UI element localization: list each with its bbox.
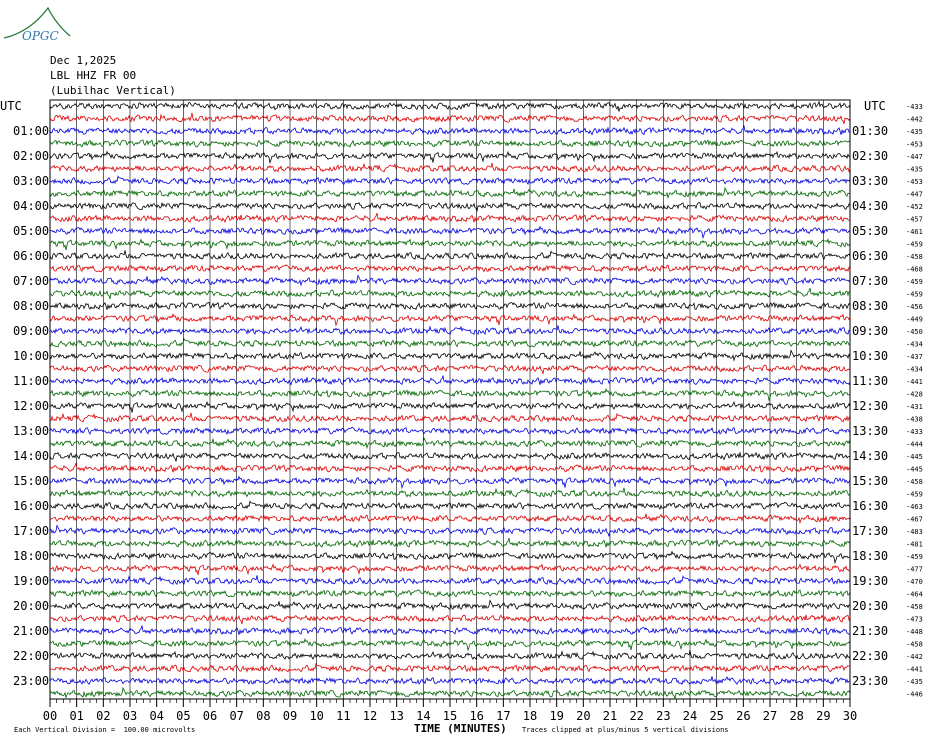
trace-offset-label: -470 [906,578,923,586]
trace-offset-label: -468 [906,265,923,274]
right-hour-label: 07:30 [852,274,889,288]
right-hour-label: 21:30 [852,624,889,638]
x-tick-label: 29 [816,709,831,723]
trace-offset-label: -458 [906,603,923,611]
left-utc-label: UTC [0,99,22,113]
left-hour-label: 10:00 [13,349,50,363]
trace-offset-label: -461 [906,228,923,236]
trace-offset-label: -444 [906,440,923,449]
x-tick-label: 01 [69,709,84,723]
trace-offset-label: -477 [906,565,923,574]
left-hour-label: 03:00 [13,174,50,188]
left-hour-label: 14:00 [13,449,50,463]
right-hour-label: 09:30 [852,324,889,338]
x-tick-label: 09 [282,709,298,723]
right-hour-label: 18:30 [852,549,889,563]
trace-offset-label: -459 [906,490,923,499]
left-hour-label: 17:00 [13,524,50,538]
right-hour-label: 19:30 [852,574,889,588]
left-hour-label: 07:00 [13,274,50,288]
x-tick-label: 26 [736,709,751,723]
x-tick-label: 21 [602,709,618,723]
x-tick-label: 24 [682,709,698,723]
x-tick-label: 00 [42,709,58,723]
left-hour-label: 04:00 [13,199,50,213]
trace-offset-label: -458 [906,478,923,486]
left-hour-label: 15:00 [13,474,50,488]
trace-offset-label: -453 [906,140,923,149]
trace-offset-label: -459 [906,240,923,249]
trace-offset-label: -463 [906,503,923,511]
right-hour-label: 01:30 [852,124,889,138]
trace-offset-label: -445 [906,465,923,474]
x-tick-label: 15 [442,709,458,723]
right-hour-label: 04:30 [852,199,889,213]
right-hour-label: 22:30 [852,649,889,663]
right-hour-label: 03:30 [852,174,889,188]
x-tick-label: 13 [389,709,404,723]
x-tick-label: 16 [469,709,484,723]
header-location: (Lubilhac Vertical) [50,84,176,97]
left-hour-label: 20:00 [13,599,50,613]
x-tick-label: 27 [762,709,778,723]
trace-offset-label: -459 [906,553,923,561]
x-tick-label: 04 [149,709,164,723]
left-hour-label: 02:00 [13,149,50,163]
left-hour-label: 11:00 [13,374,50,388]
x-tick-label: 30 [842,709,858,723]
x-tick-label: 10 [309,709,324,723]
left-hour-label: 09:00 [13,324,50,338]
trace-offset-label: -433 [906,428,923,436]
x-tick-label: 11 [336,709,351,723]
trace-offset-label: -464 [906,590,923,599]
trace-offset-label: -442 [906,653,923,661]
trace-offset-label: -456 [906,303,923,311]
trace-offset-label: -449 [906,315,923,324]
left-hour-label: 01:00 [13,124,50,138]
x-tick-label: 07 [229,709,244,723]
trace-offset-label: -483 [906,528,923,536]
right-hour-label: 14:30 [852,449,889,463]
x-tick-label: 20 [576,709,591,723]
left-hour-label: 23:00 [13,674,50,688]
x-tick-label: 12 [362,709,378,723]
trace-offset-label: -453 [906,178,923,186]
trace-offset-label: -452 [906,203,923,211]
x-tick-label: 25 [709,709,724,723]
trace-offset-label: -442 [906,115,923,124]
right-hour-label: 11:30 [852,374,889,388]
logo-text: OPGC [22,29,59,42]
trace-offset-label: -445 [906,453,923,461]
x-tick-label: 17 [496,709,511,723]
trace-offset-label: -433 [906,103,923,111]
left-hour-label: 22:00 [13,649,50,663]
trace-offset-label: -481 [906,540,923,549]
x-tick-label: 05 [176,709,191,723]
trace-offset-label: -435 [906,128,923,136]
trace-offset-label: -459 [906,290,923,299]
left-hour-label: 06:00 [13,249,50,263]
trace-offset-label: -447 [906,153,923,161]
clip-note: Traces clipped at plus/minus 5 vertical divisions [522,726,729,734]
trace-offset-label: -434 [906,340,923,349]
left-hour-label: 13:00 [13,424,50,438]
right-utc-label: UTC [864,99,886,113]
right-hour-label: 06:30 [852,249,889,263]
right-hour-label: 23:30 [852,674,889,688]
right-hour-label: 16:30 [852,499,889,513]
header-date: Dec 1,2025 [50,54,117,67]
x-axis-title: TIME (MINUTES) [414,722,507,735]
header-station: LBL HHZ FR 00 [50,69,137,82]
trace-offset-label: -447 [906,190,923,199]
x-tick-label: 19 [549,709,564,723]
trace-offset-label: -467 [906,515,923,524]
trace-offset-label: -458 [906,253,923,261]
x-tick-label: 02 [96,709,111,723]
right-hour-label: 08:30 [852,299,889,313]
trace-offset-label: -435 [906,165,923,174]
trace-offset-label: -431 [906,403,923,411]
left-hour-label: 08:00 [13,299,50,313]
x-tick-label: 22 [629,709,644,723]
trace-offset-label: -473 [906,615,923,624]
trace-offset-label: -446 [906,690,923,699]
left-hour-label: 19:00 [13,574,50,588]
trace-offset-label: -428 [906,390,923,399]
left-hour-label: 12:00 [13,399,50,413]
right-hour-label: 13:30 [852,424,889,438]
trace-offset-label: -438 [906,415,923,424]
trace-offset-label: -457 [906,215,923,224]
x-tick-label: 18 [522,709,538,723]
trace-offset-label: -459 [906,278,923,286]
trace-offset-label: -434 [906,365,923,374]
scale-note: Each Vertical Division = 100.00 microvolts [14,726,196,734]
right-hour-label: 20:30 [852,599,889,613]
x-tick-label: 06 [202,709,218,723]
trace-offset-label: -448 [906,628,923,636]
left-hour-label: 16:00 [13,499,50,513]
left-hour-label: 18:00 [13,549,50,563]
left-hour-label: 05:00 [13,224,50,238]
trace-offset-label: -441 [906,378,923,386]
trace-offset-label: -441 [906,665,923,674]
x-tick-label: 28 [789,709,804,723]
trace-offset-label: -437 [906,353,923,361]
right-hour-label: 05:30 [852,224,889,238]
x-tick-label: 23 [656,709,671,723]
right-hour-label: 17:30 [852,524,889,538]
x-tick-label: 14 [416,709,431,723]
right-hour-label: 15:30 [852,474,889,488]
trace-offset-label: -450 [906,328,923,336]
trace-offset-label: -458 [906,640,923,649]
left-hour-label: 21:00 [13,624,50,638]
right-hour-label: 10:30 [852,349,889,363]
right-hour-label: 12:30 [852,399,889,413]
trace-offset-label: -435 [906,678,923,686]
x-tick-label: 03 [122,709,138,723]
x-tick-label: 08 [256,709,271,723]
right-hour-label: 02:30 [852,149,889,163]
